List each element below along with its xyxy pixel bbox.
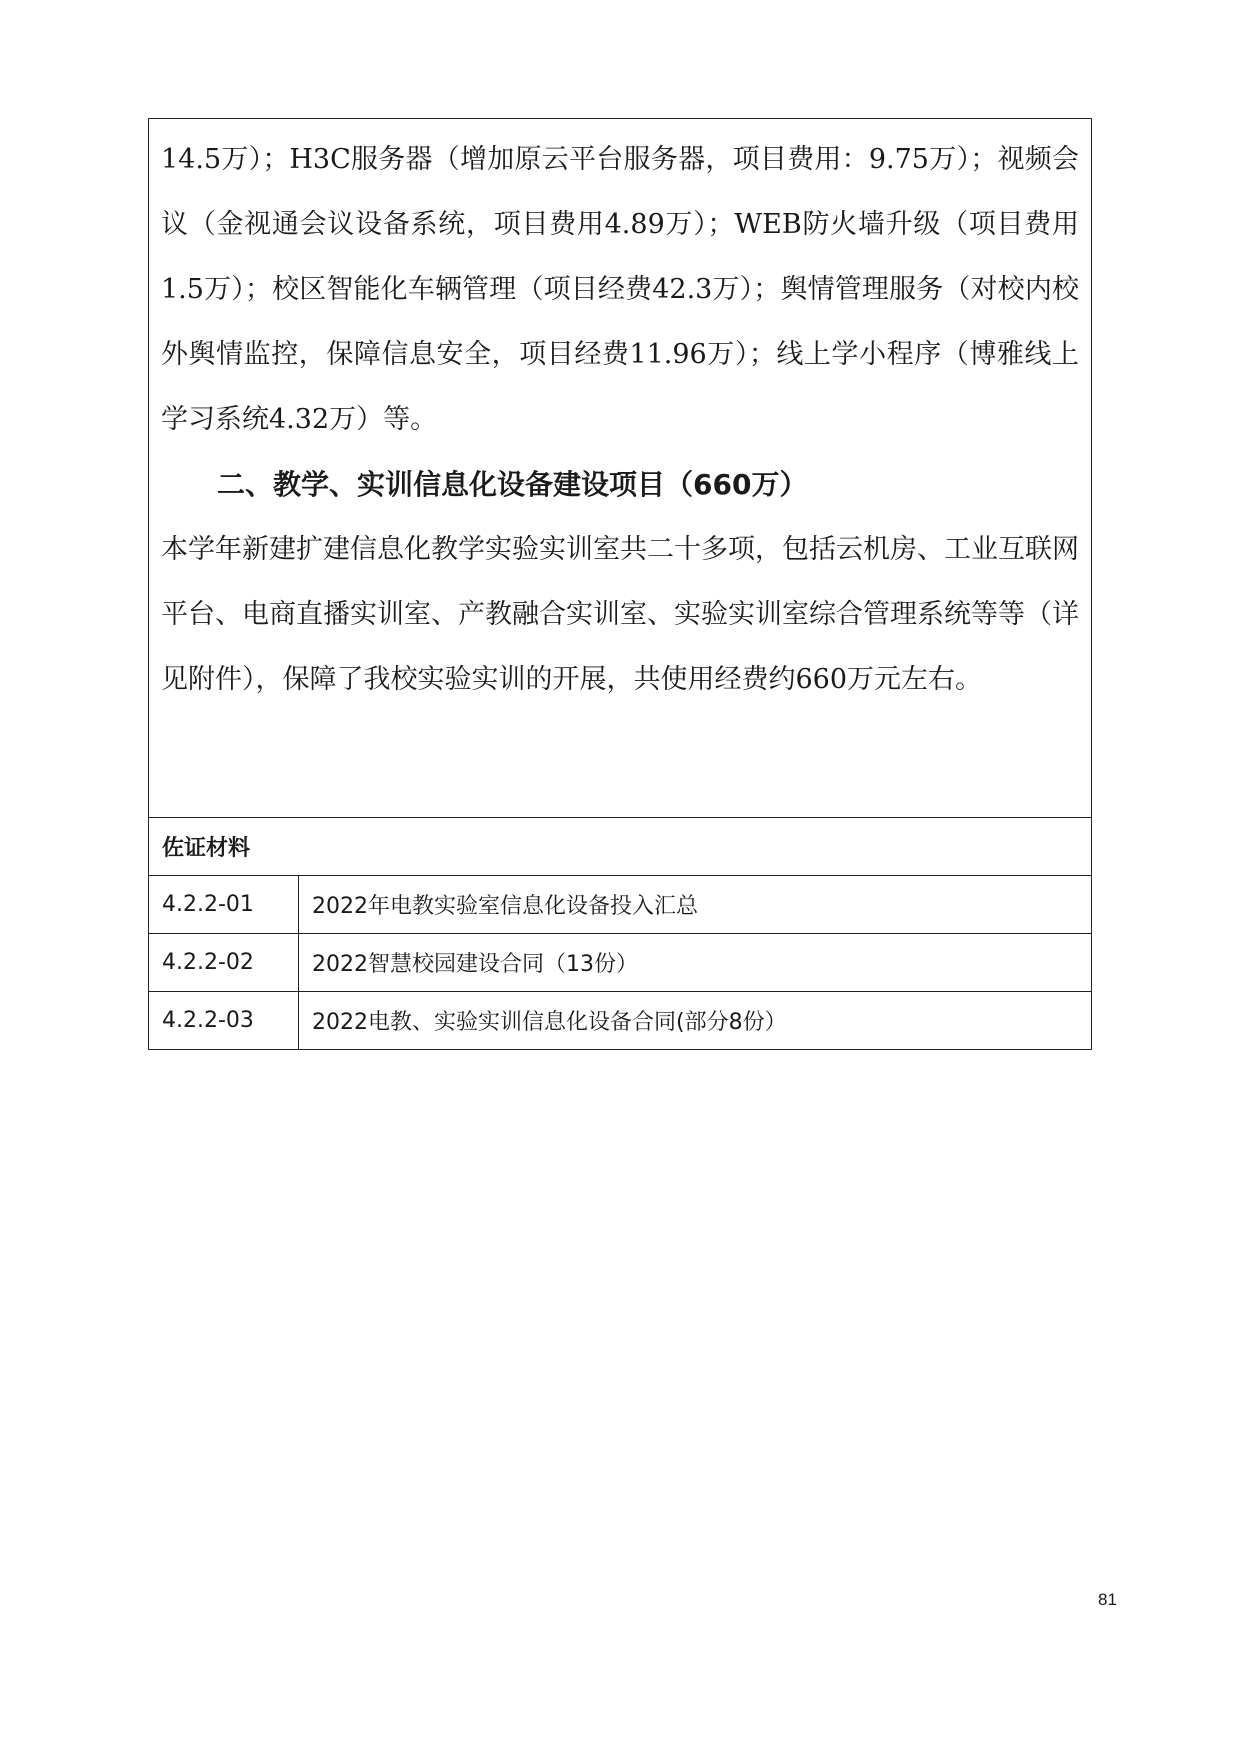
page-number: 81 — [1098, 1590, 1117, 1609]
section-heading: 二、教学、实训信息化设备建设项目（660万） — [217, 468, 808, 501]
evidence-title: 2022电教、实验实训信息化设备合同(部分8份） — [299, 992, 1092, 1050]
table-row — [149, 992, 1092, 1050]
paragraph-2: 本学年新建扩建信息化教学实验实训室共二十多项，包括云机房、工业互联网平台、电商直播实训室、产教融合实训室、实验实训室综合管理系统等等（详见附件），保障了我校实验实训的开展，共使用经费约660万元左右。 — [161, 534, 1079, 695]
table-row — [149, 934, 1092, 992]
evidence-code: 4.2.2-03 — [149, 992, 299, 1050]
evidence-header-row — [149, 818, 1092, 876]
evidence-code: 4.2.2-02 — [149, 934, 299, 992]
table-row — [149, 876, 1092, 934]
evidence-table — [148, 817, 1092, 1050]
body-text — [161, 127, 1079, 712]
paragraph-1: 14.5万）；H3C服务器（增加原云平台服务器，项目费用：9.75万）；视频会议（金视通会议设备系统，项目费用4.89万）；WEB防火墙升级（项目费用1.5万）；校区智能化车辆管理（项目经费42.3万）；舆情管理服务（对校内校外舆情监控，保障信息安全，项目经费11.96万）；线上学小程序（博雅线上学习系统4.32万）等。 — [161, 144, 1079, 435]
evidence-title: 2022智慧校园建设合同（13份） — [299, 934, 1092, 992]
evidence-header: 佐证材料 — [149, 818, 1092, 876]
evidence-title: 2022年电教实验室信息化设备投入汇总 — [299, 876, 1092, 934]
evidence-code: 4.2.2-01 — [149, 876, 299, 934]
content-box — [148, 118, 1092, 817]
